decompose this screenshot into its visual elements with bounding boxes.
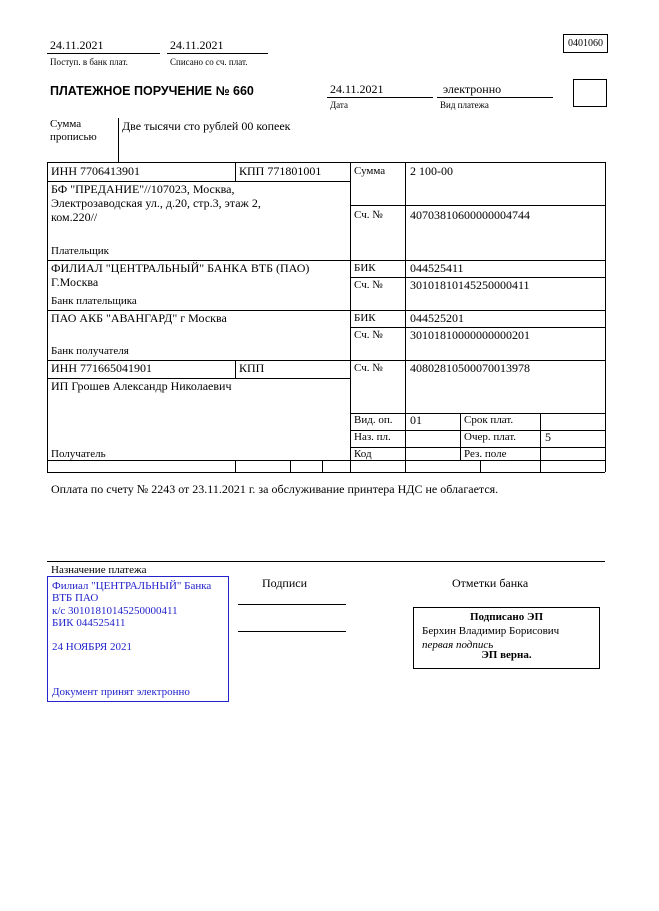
payee-inn: ИНН 771665041901 bbox=[51, 361, 152, 375]
grid-line bbox=[350, 205, 605, 206]
priority-value: 5 bbox=[545, 430, 551, 444]
grid-line bbox=[47, 162, 605, 163]
stamp-note: Документ принят электронно bbox=[52, 685, 190, 698]
amount-words-value: Две тысячи сто рублей 00 копеек bbox=[122, 119, 291, 133]
payment-purpose-text: Оплата по счету № 2243 от 23.11.2021 г. за обслуживание принтера НДС не облагается. bbox=[51, 482, 499, 496]
payer-bank-bik: 044525411 bbox=[410, 261, 464, 275]
payee-bank-account-label: Сч. № bbox=[354, 329, 383, 341]
payer-account: 40703810600000004744 bbox=[410, 208, 530, 222]
debited-date: 24.11.2021 bbox=[170, 38, 224, 52]
grid-line bbox=[47, 162, 48, 472]
grid-line bbox=[47, 472, 605, 473]
payer-bank-account-label: Сч. № bbox=[354, 279, 383, 291]
op-type-value: 01 bbox=[410, 413, 422, 427]
amount-words-label: Сумма прописью bbox=[50, 118, 97, 143]
payee-kpp-label: КПП bbox=[239, 361, 265, 375]
payee-account: 40802810500070013978 bbox=[410, 361, 530, 375]
pay-term-label: Срок плат. bbox=[464, 414, 514, 426]
signatures-title: Подписи bbox=[262, 576, 308, 590]
signature-line bbox=[238, 604, 346, 605]
payee-bank-account: 30101810000000000201 bbox=[410, 328, 530, 342]
payee-account-label: Сч. № bbox=[354, 362, 383, 374]
grid-line bbox=[322, 460, 323, 472]
priority-label: Очер. плат. bbox=[464, 431, 517, 443]
grid-line bbox=[118, 118, 119, 162]
grid-line bbox=[605, 162, 606, 472]
payee-bank-label: Банк получателя bbox=[51, 345, 129, 357]
payee-bank-name: ПАО АКБ "АВАНГАРД" г Москва bbox=[51, 311, 227, 325]
payee-name: ИП Грошев Александр Николаевич bbox=[51, 379, 232, 393]
payer-bank-label: Банк плательщика bbox=[51, 295, 137, 307]
esign-verified: ЭП верна. bbox=[481, 649, 532, 662]
esign-title: Подписано ЭП bbox=[469, 611, 544, 623]
underline bbox=[327, 97, 433, 98]
payer-name: БФ "ПРЕДАНИЕ"//107023, Москва, Электрозаводская ул., д.20, стр.3, этаж 2, ком.220// bbox=[51, 182, 261, 224]
underline bbox=[437, 97, 553, 98]
esign-stamp-box bbox=[413, 607, 600, 669]
payee-bank-bik: 044525201 bbox=[410, 311, 464, 325]
grid-line bbox=[540, 413, 541, 472]
stamp-date: 24 НОЯБРЯ 2021 bbox=[52, 641, 133, 654]
grid-line bbox=[480, 460, 481, 472]
payment-purpose-label: Назначение платежа bbox=[51, 564, 147, 576]
payer-bank-bik-label: БИК bbox=[354, 262, 376, 274]
grid-line bbox=[460, 413, 461, 460]
doc-date-label: Дата bbox=[330, 100, 348, 110]
stamp-corr-account: к/с 30101810145250000411 bbox=[52, 604, 178, 617]
amount-label: Сумма bbox=[354, 165, 386, 177]
form-code: 0401060 bbox=[568, 38, 603, 49]
purpose-code-label: Наз. пл. bbox=[354, 431, 391, 443]
payer-account-label: Сч. № bbox=[354, 209, 383, 221]
underline bbox=[47, 53, 160, 54]
payment-type-box bbox=[573, 79, 607, 107]
payer-bank-name: ФИЛИАЛ "ЦЕНТРАЛЬНЫЙ" БАНКА ВТБ (ПАО) Г.Москва bbox=[51, 261, 310, 289]
reserve-field-label: Рез. поле bbox=[464, 448, 507, 460]
code-label: Код bbox=[354, 448, 372, 460]
received-in-bank-date: 24.11.2021 bbox=[50, 38, 104, 52]
payment-type-label: Вид платежа bbox=[440, 100, 489, 110]
bank-marks-title: Отметки банка bbox=[452, 576, 529, 590]
grid-line bbox=[235, 360, 236, 378]
doc-date: 24.11.2021 bbox=[330, 82, 384, 96]
op-type-label: Вид. оп. bbox=[354, 414, 393, 426]
grid-line bbox=[47, 460, 605, 461]
payer-label: Плательщик bbox=[51, 245, 109, 257]
payer-kpp: КПП 771801001 bbox=[239, 164, 322, 178]
debited-label: Списано со сч. плат. bbox=[170, 57, 248, 67]
payer-inn: ИНН 7706413901 bbox=[51, 164, 140, 178]
grid-line bbox=[235, 162, 236, 181]
bank-acceptance-stamp bbox=[47, 576, 229, 702]
signature-line bbox=[238, 631, 346, 632]
payment-type: электронно bbox=[443, 82, 502, 96]
amount-value: 2 100-00 bbox=[410, 164, 453, 178]
underline bbox=[167, 53, 268, 54]
grid-line bbox=[350, 162, 351, 472]
stamp-bik: БИК 044525411 bbox=[52, 616, 126, 629]
doc-title: ПЛАТЕЖНОЕ ПОРУЧЕНИЕ № 660 bbox=[50, 84, 254, 98]
esign-role: первая подпись bbox=[422, 638, 494, 651]
grid-line bbox=[405, 162, 406, 472]
payer-bank-account: 30101810145250000411 bbox=[410, 278, 530, 292]
esign-signer: Берхин Владимир Борисович bbox=[422, 624, 560, 637]
grid-line bbox=[235, 460, 236, 472]
grid-line bbox=[290, 460, 291, 472]
received-in-bank-label: Поступ. в банк плат. bbox=[50, 57, 128, 67]
stamp-bank-name: Филиал "ЦЕНТРАЛЬНЫЙ" Банка ВТБ ПАО bbox=[52, 580, 212, 605]
payee-label: Получатель bbox=[51, 448, 106, 460]
payee-bank-bik-label: БИК bbox=[354, 312, 376, 324]
grid-line bbox=[47, 561, 605, 562]
form-code-box bbox=[563, 34, 608, 53]
